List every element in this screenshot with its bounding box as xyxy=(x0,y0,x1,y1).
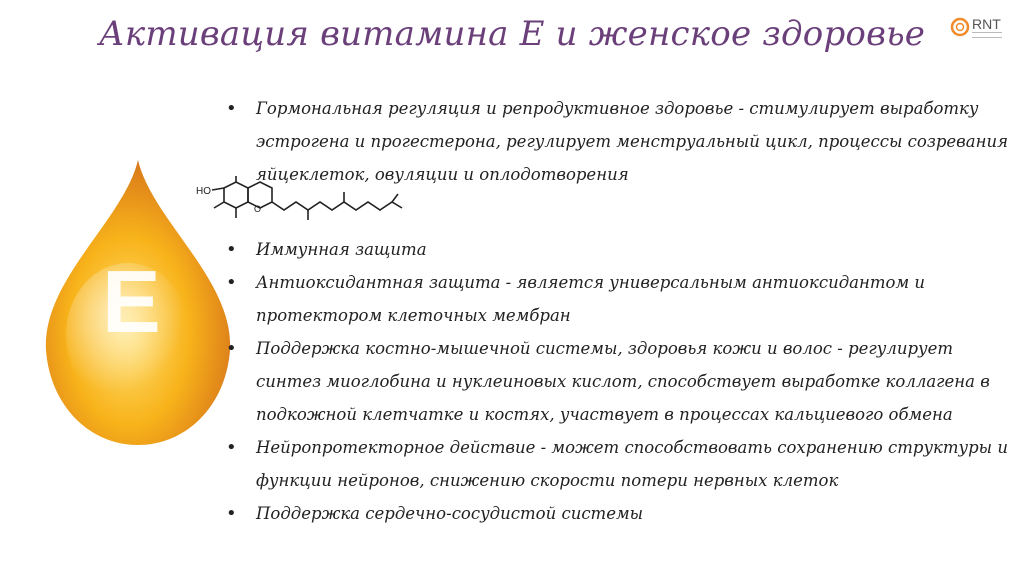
bullet-dot: • xyxy=(226,437,237,458)
bullet-item xyxy=(222,497,1012,530)
molecule-label: HO xyxy=(196,186,211,197)
bullet-dot: • xyxy=(226,98,237,119)
rnt-logo-icon xyxy=(950,14,972,40)
rnt-logo xyxy=(950,14,1020,44)
bullet-list xyxy=(222,92,1012,530)
bullet-text: Антиоксидантная защита - является универсальным антиоксидантом и протектором клеточных мембран xyxy=(256,273,926,325)
bullet-item xyxy=(222,431,1012,497)
molecule-oxygen: O xyxy=(254,204,262,214)
bullet-dot: • xyxy=(226,338,237,359)
bullet-item xyxy=(222,266,1012,332)
bullet-text: Гормональная регуляция и репродуктивное здоровье - стимулирует выработку эстрогена и прогестерона, регулирует менструальный цикл, процессы созревания яйцеклеток, овуляции и оплодотворения xyxy=(256,99,1009,184)
vitamin-letter: E xyxy=(102,252,161,351)
bullet-text: Нейропротекторное действие - может способствовать сохранению структуры и функции нейронов, снижению скорости потери нервных клеток xyxy=(256,438,1008,490)
bullet-item xyxy=(222,332,1012,431)
bullet-item xyxy=(222,92,1012,191)
bullet-text: Иммунная защита xyxy=(256,240,427,259)
bullet-dot: • xyxy=(226,503,237,524)
bullet-text: Поддержка сердечно-сосудистой системы xyxy=(256,504,644,523)
logo-subline xyxy=(972,32,1002,38)
bullet-dot: • xyxy=(226,239,237,260)
logo-text: RNT xyxy=(972,16,1001,32)
bullet-text: Поддержка костно-мышечной системы, здоровья кожи и волос - регулирует синтез миоглобина и нуклеиновых кислот, способствует выработке коллагена в подкожной клетчатке и костях, участвует в процессах кальциевого обмена xyxy=(256,339,990,424)
bullet-dot: • xyxy=(226,272,237,293)
page-title: Активация витамина Е и женское здоровье xyxy=(98,14,926,54)
bullet-item xyxy=(222,233,1012,266)
